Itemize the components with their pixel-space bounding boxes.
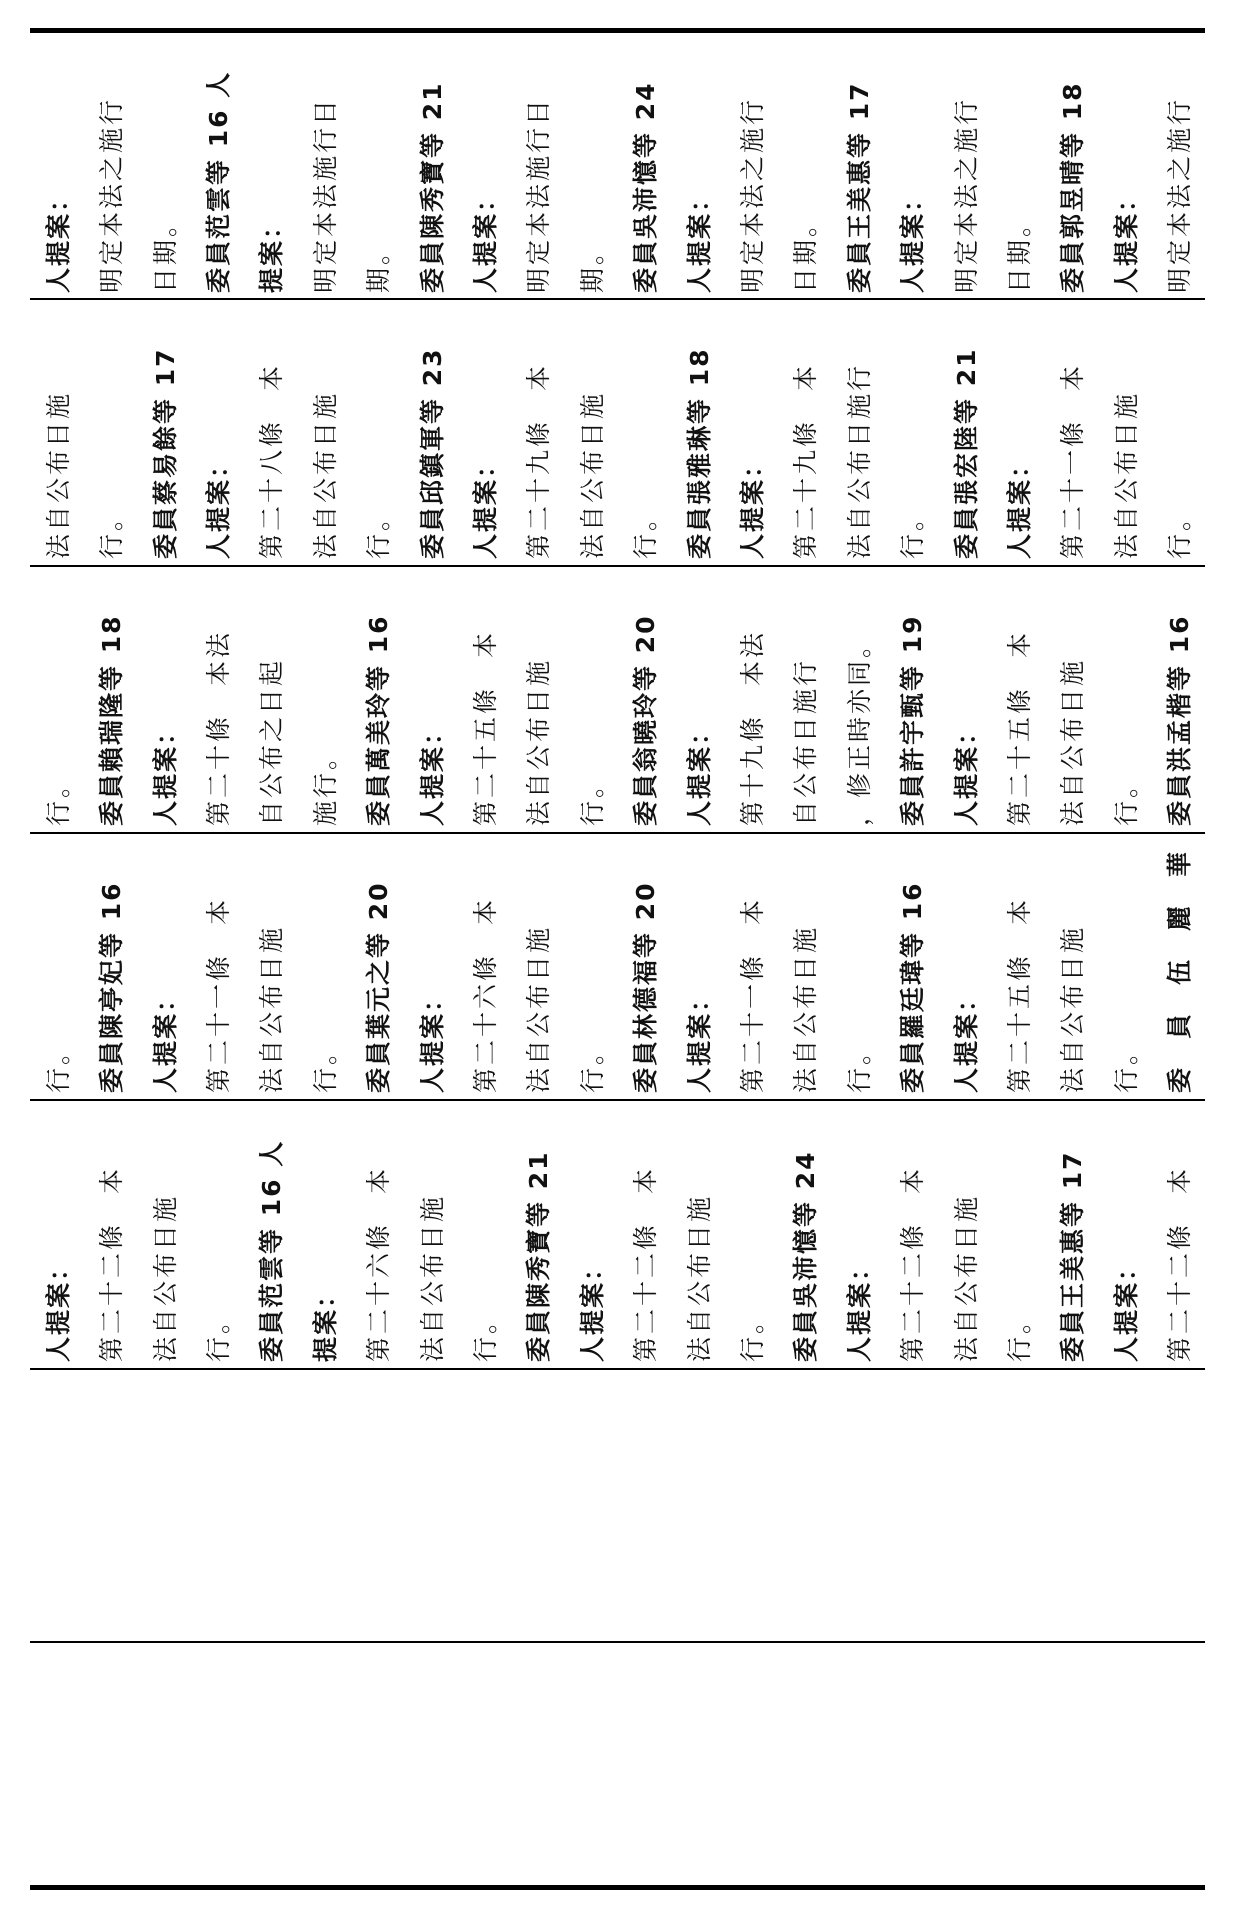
text-column (515, 33, 559, 299)
proposer-label: 人提案： (738, 450, 768, 559)
text-column (729, 33, 773, 299)
clause-text: 法自公布日施 (524, 924, 554, 1093)
proposer-label: 人提案： (417, 984, 447, 1093)
clause-text: 行。 (470, 1305, 500, 1362)
clause-text: 法自公布日施 (257, 924, 287, 1093)
clause-text: 日期。 (150, 208, 180, 293)
text-column (88, 300, 132, 565)
proposer-label: 人提案： (684, 184, 714, 293)
proposer-label: 人提案： (1111, 184, 1141, 293)
clause-text: 第二十六條 本 (364, 1165, 394, 1362)
proposer-label: 委 員 伍 麗 華 (1165, 849, 1195, 1093)
text-column (676, 834, 720, 1099)
text-column (302, 567, 346, 832)
proposer-label: 委員林德福等 20 (631, 881, 661, 1093)
text-column (943, 834, 987, 1099)
proposer-label: 人提案： (150, 717, 180, 826)
text-column (142, 33, 186, 299)
clause-text: 第十九條 本法 (738, 629, 768, 826)
text-column (35, 834, 79, 1099)
proposer-label: 人提案： (684, 984, 714, 1093)
text-column (515, 834, 559, 1099)
clause-text: 行。 (203, 1305, 233, 1362)
text-column (1103, 567, 1147, 832)
text-column (996, 300, 1040, 565)
text-column (248, 33, 292, 299)
bottom-rule-thin (30, 1641, 1205, 1643)
proposer-label: 委員吳沛憶等 24 (791, 1150, 821, 1362)
clause-text: 第二十五條 本 (1005, 896, 1035, 1093)
proposer-label: 委員范雲等 16 人 (203, 70, 233, 293)
proposer-label: 委員羅廷瑋等 16 (898, 881, 928, 1093)
text-column (355, 33, 399, 299)
text-column (195, 33, 239, 299)
clause-text: 法自公布日施 (417, 1193, 447, 1362)
text-column (836, 33, 880, 299)
clause-text: 行。 (631, 502, 661, 559)
clause-text: 法自公布日施 (684, 1193, 714, 1362)
proposer-label: 委員范雲等 16 人 (257, 1139, 287, 1362)
proposer-label: 委員張宏陸等 21 (951, 347, 981, 559)
text-column (1049, 33, 1093, 299)
clause-text: 第二十五條 本 (470, 629, 500, 826)
clause-text: 法自公布日施 (951, 1193, 981, 1362)
proposer-label: 委員陳秀寶等 21 (524, 1150, 554, 1362)
text-column (569, 1101, 613, 1368)
clause-text: 行。 (738, 1305, 768, 1362)
text-column (782, 1101, 826, 1368)
text-column (462, 567, 506, 832)
clause-text: 明定本法施行日 (310, 96, 340, 293)
text-column (782, 33, 826, 299)
clause-text: 法自公布日施 (791, 924, 821, 1093)
text-column (889, 33, 933, 299)
text-column (889, 1101, 933, 1368)
band-2 (30, 300, 1205, 565)
clause-text: 法自公布日施 (524, 657, 554, 826)
proposer-label: 人提案： (203, 450, 233, 559)
text-column (729, 834, 773, 1099)
clause-text: 第二十二條 本 (1165, 1165, 1195, 1362)
clause-text: 行。 (43, 1036, 73, 1093)
proposer-label: 人提案： (470, 184, 500, 293)
proposer-label: 提案： (310, 1280, 340, 1362)
clause-text: 第二十二條 本 (631, 1165, 661, 1362)
text-column (409, 33, 453, 299)
text-column (1103, 1101, 1147, 1368)
text-column (569, 33, 613, 299)
text-column (302, 834, 346, 1099)
clause-text: 第二十二條 本 (97, 1165, 127, 1362)
text-column (409, 834, 453, 1099)
text-column (996, 834, 1040, 1099)
text-column (1049, 834, 1093, 1099)
text-column (409, 567, 453, 832)
proposer-label: 人提案： (898, 184, 928, 293)
text-column (622, 300, 666, 565)
text-column (142, 1101, 186, 1368)
text-column (569, 834, 613, 1099)
text-column (248, 567, 292, 832)
proposer-label: 人提案： (43, 1253, 73, 1362)
text-column (622, 834, 666, 1099)
text-column (88, 1101, 132, 1368)
clause-text: 明定本法施行日 (524, 96, 554, 293)
text-column (88, 33, 132, 299)
text-column (195, 567, 239, 832)
proposer-label: 人提案： (150, 984, 180, 1093)
proposer-label: 人提案： (684, 717, 714, 826)
proposer-label: 委員郭昱晴等 18 (1058, 81, 1088, 293)
text-column (462, 834, 506, 1099)
text-column (996, 567, 1040, 832)
proposer-label: 委員張雅琳等 18 (684, 347, 714, 559)
text-column (836, 1101, 880, 1368)
text-column (409, 300, 453, 565)
text-column (889, 834, 933, 1099)
text-column (836, 567, 880, 832)
clause-text: 第二十二條 本 (898, 1165, 928, 1362)
clause-text: 行。 (1165, 502, 1195, 559)
clause-text: 第二十九條 本 (524, 362, 554, 559)
text-column (676, 1101, 720, 1368)
band-3 (30, 567, 1205, 832)
band-separator-5 (30, 1368, 1205, 1370)
proposer-label: 委員翁曉玲等 20 (631, 614, 661, 826)
clause-text: 行。 (364, 502, 394, 559)
proposer-label: 委員邱鎮軍等 23 (417, 347, 447, 559)
clause-text: 第二十一條 本 (1058, 362, 1088, 559)
text-column (515, 567, 559, 832)
text-column (996, 33, 1040, 299)
clause-text: 第二十八條 本 (257, 362, 287, 559)
text-column (1103, 33, 1147, 299)
clause-text: 第二十條 本法 (203, 629, 233, 826)
clause-text: 行。 (1005, 1305, 1035, 1362)
text-column (622, 33, 666, 299)
clause-text: 自公布之日起 (257, 657, 287, 826)
proposer-label: 人提案： (951, 984, 981, 1093)
text-column (88, 567, 132, 832)
clause-text: 法自公布日施 (1058, 657, 1088, 826)
clause-text: 行。 (1111, 1036, 1141, 1093)
clause-text: 期。 (577, 236, 607, 293)
clause-text: 第二十六條 本 (470, 896, 500, 1093)
text-column (35, 1101, 79, 1368)
text-column (302, 300, 346, 565)
clause-text: 法自公布日施 (150, 1193, 180, 1362)
clause-text: 明定本法之施行 (97, 96, 127, 293)
clause-text: 第二十九條 本 (791, 362, 821, 559)
proposer-label: 委員萬美玲等 16 (364, 614, 394, 826)
text-column (782, 567, 826, 832)
text-column (409, 1101, 453, 1368)
text-column (302, 1101, 346, 1368)
text-column (248, 1101, 292, 1368)
text-column (355, 834, 399, 1099)
text-column (1156, 834, 1200, 1099)
text-column (1049, 567, 1093, 832)
text-column (836, 300, 880, 565)
text-column (355, 1101, 399, 1368)
text-column (1103, 300, 1147, 565)
clause-text: 第二十一條 本 (738, 896, 768, 1093)
text-column (35, 33, 79, 299)
proposer-label: 委員王美惠等 17 (1058, 1150, 1088, 1362)
clause-text: 法自公布日施 (1058, 924, 1088, 1093)
clause-text: 第二十五條 本 (1005, 629, 1035, 826)
text-column (248, 300, 292, 565)
proposer-label: 委員陳亭妃等 16 (97, 881, 127, 1093)
proposer-label: 人提案： (1005, 450, 1035, 559)
clause-text: 法自公布日施行 (844, 362, 874, 559)
clause-text: 明定本法之施行 (951, 96, 981, 293)
proposer-label: 人提案： (577, 1253, 607, 1362)
proposer-label: 人提案： (43, 184, 73, 293)
text-column (943, 300, 987, 565)
text-column (195, 834, 239, 1099)
proposer-label: 人提案： (844, 1253, 874, 1362)
text-column (88, 834, 132, 1099)
proposer-label: 委員王美惠等 17 (844, 81, 874, 293)
text-column (462, 33, 506, 299)
text-column (1049, 1101, 1093, 1368)
clause-text: 明定本法之施行 (738, 96, 768, 293)
text-column (676, 300, 720, 565)
text-column (889, 300, 933, 565)
proposer-label: 人提案： (470, 450, 500, 559)
text-column (943, 33, 987, 299)
clause-text: 行。 (577, 769, 607, 826)
clause-text: 法自公布日施 (1111, 390, 1141, 559)
band-1 (30, 33, 1205, 299)
clause-text: 日期。 (791, 208, 821, 293)
clause-text: 期。 (364, 236, 394, 293)
text-column (676, 567, 720, 832)
proposer-label: 委員許宇甄等 19 (898, 614, 928, 826)
text-column (1156, 300, 1200, 565)
text-column (142, 834, 186, 1099)
clause-text: 行。 (898, 502, 928, 559)
text-column (569, 567, 613, 832)
text-column (729, 1101, 773, 1368)
text-column (35, 300, 79, 565)
proposer-label: 委員陳秀寶等 21 (417, 81, 447, 293)
text-column (569, 300, 613, 565)
text-column (195, 300, 239, 565)
clause-text: 行。 (43, 769, 73, 826)
text-column (1049, 300, 1093, 565)
text-column (676, 33, 720, 299)
text-column (142, 567, 186, 832)
bottom-rule-thick (30, 1885, 1205, 1890)
text-column (1103, 834, 1147, 1099)
clause-text: 日期。 (1005, 208, 1035, 293)
text-column (836, 834, 880, 1099)
proposer-label: 人提案： (417, 717, 447, 826)
text-column (515, 1101, 559, 1368)
text-column (943, 1101, 987, 1368)
text-column (1156, 33, 1200, 299)
clause-text: 行。 (844, 1036, 874, 1093)
text-column (35, 567, 79, 832)
clause-text: 第二十一條 本 (203, 896, 233, 1093)
text-column (248, 834, 292, 1099)
text-column (142, 300, 186, 565)
text-column (355, 567, 399, 832)
proposer-label: 委員吳沛憶等 24 (631, 81, 661, 293)
text-column (782, 300, 826, 565)
text-column (889, 567, 933, 832)
clause-text: 自公布日施行 (791, 657, 821, 826)
band-4 (30, 834, 1205, 1099)
proposer-label: 委員洪孟楷等 16 (1165, 614, 1195, 826)
text-column (622, 1101, 666, 1368)
clause-text: 行。 (310, 1036, 340, 1093)
text-column (943, 567, 987, 832)
text-column (782, 834, 826, 1099)
text-column (355, 300, 399, 565)
proposer-label: 委員蔡易餘等 17 (150, 347, 180, 559)
proposer-label: 人提案： (951, 717, 981, 826)
clause-text: ，修正時亦同。 (844, 629, 874, 826)
text-column (462, 1101, 506, 1368)
clause-text: 明定本法之施行 (1165, 96, 1195, 293)
text-column (622, 567, 666, 832)
band-5 (30, 1101, 1205, 1368)
text-column (195, 1101, 239, 1368)
clause-text: 行。 (97, 502, 127, 559)
text-column (729, 300, 773, 565)
clause-text: 法自公布日施 (43, 390, 73, 559)
proposer-label: 委員葉元之等 20 (364, 881, 394, 1093)
text-column (729, 567, 773, 832)
text-column (302, 33, 346, 299)
text-column (996, 1101, 1040, 1368)
text-column (1156, 567, 1200, 832)
proposer-label: 提案： (257, 211, 287, 293)
clause-text: 法自公布日施 (577, 390, 607, 559)
text-column (462, 300, 506, 565)
clause-text: 施行。 (310, 741, 340, 826)
clause-text: 法自公布日施 (310, 390, 340, 559)
text-column (1156, 1101, 1200, 1368)
text-column (515, 300, 559, 565)
proposer-label: 委員賴瑞隆等 18 (97, 614, 127, 826)
clause-text: 行。 (577, 1036, 607, 1093)
clause-text: 行。 (1111, 769, 1141, 826)
proposer-label: 人提案： (1111, 1253, 1141, 1362)
